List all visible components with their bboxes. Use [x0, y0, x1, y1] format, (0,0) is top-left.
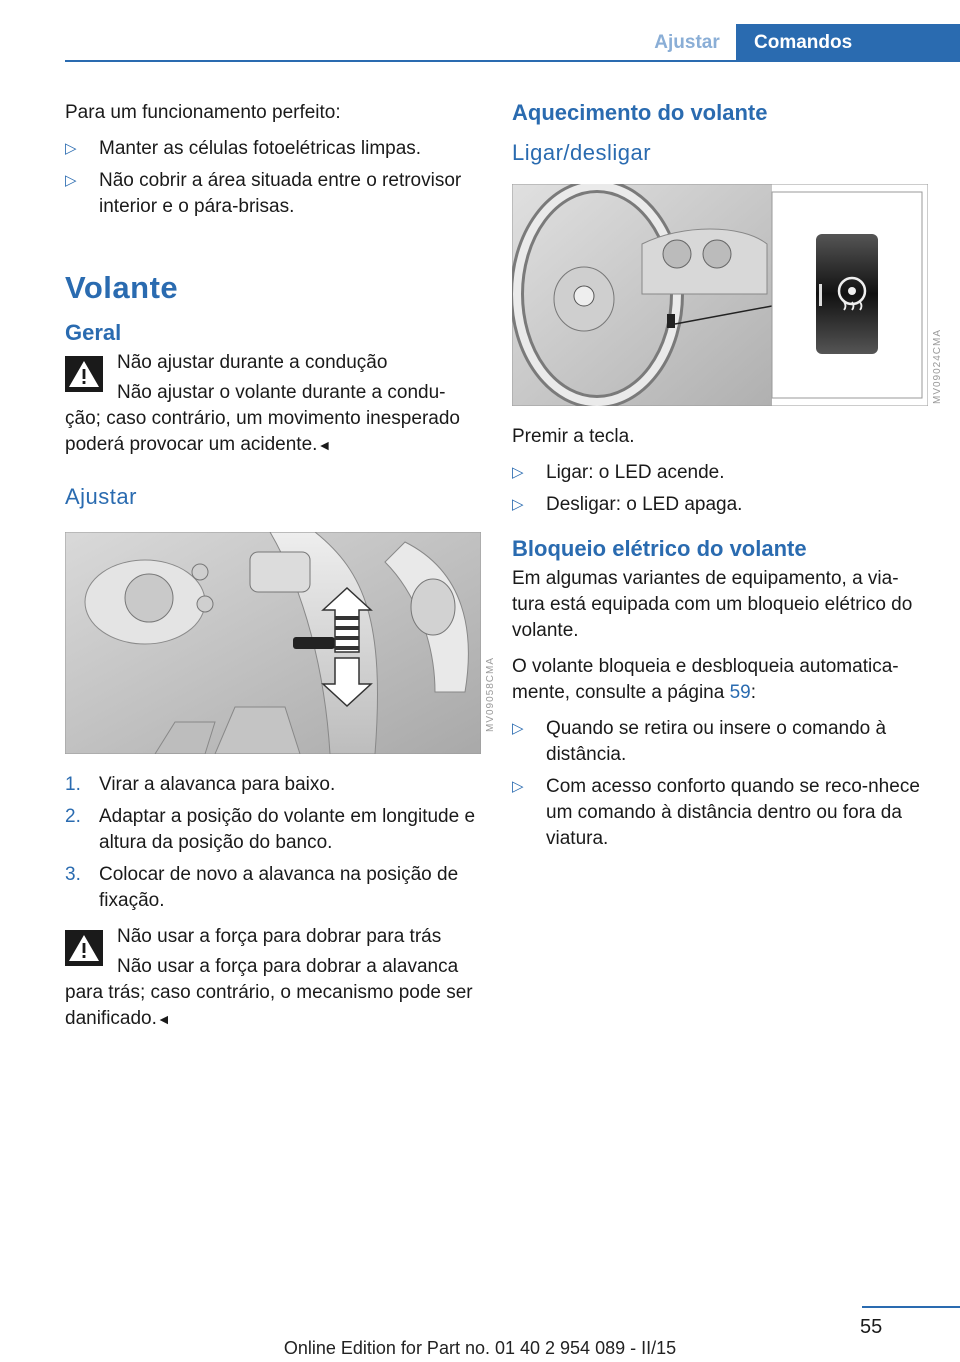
warning-block-driving [65, 350, 481, 458]
warning-triangle-icon [65, 930, 103, 966]
subsection-title-aquecimento: Aquecimento do volante [512, 100, 768, 125]
list-item: ▷ Ligar: o LED acende. [512, 460, 928, 486]
step-number: 2. [65, 806, 81, 827]
bullet-triangle-icon: ▷ [512, 464, 524, 481]
end-marker: ◄ [156, 1011, 171, 1027]
list-item: 2. Adaptar a posição do volante em longitude e altura da posição do banco. [65, 806, 476, 853]
list-item: ▷ Com acesso conforto quando se reco‐nhece um comando à distância dentro ou fora da viatura. [512, 776, 920, 849]
led-list [512, 460, 928, 518]
figure-heated-wheel [512, 184, 943, 406]
warning-block-force [65, 924, 481, 1032]
edition-text: Online Edition for Part no. 01 40 2 954 089 - II/15 [283, 1338, 677, 1358]
subsubsection-title-ligar: Ligar/desligar [512, 140, 652, 165]
page-number: 55 [860, 1316, 883, 1338]
list-item: ▷ Quando se retira ou insere o comando à distância. [512, 718, 887, 765]
step-number: 1. [65, 774, 81, 795]
list-item: 3. Colocar de novo a alavanca na posição de fixação. [65, 864, 459, 911]
image-code: MV09024CMA [932, 328, 943, 404]
bullet-triangle-icon: ▷ [65, 172, 77, 189]
footer-rule [862, 1306, 960, 1308]
end-marker: ◄ [317, 437, 332, 453]
heated-wheel-illustration [512, 184, 928, 406]
header-tab-comandos[interactable]: Comandos [736, 24, 960, 62]
premir-text: Premir a tecla. [512, 426, 635, 447]
steps-list [65, 772, 481, 914]
warning-text: Não ajustar o volante durante a condu‐ção; caso contrário, um movimento inesperado poderá provocar um acidente.◄ [65, 382, 460, 455]
figure-steering-lever [65, 532, 496, 754]
section-title-volante: Volante [65, 270, 179, 305]
subsection-title-geral: Geral [65, 320, 122, 345]
warning-title: Não usar a força para dobrar para trás [117, 926, 442, 947]
bullet-triangle-icon: ▷ [65, 140, 77, 157]
subsection-title-ajustar: Ajustar [65, 484, 137, 509]
list-item: ▷ Manter as células fotoelétricas limpas. [65, 136, 481, 162]
header-tab-ajustar[interactable]: Ajustar [640, 24, 734, 62]
bullet-triangle-icon: ▷ [512, 496, 524, 513]
right-column [512, 100, 943, 862]
subsection-title-bloqueio: Bloqueio elétrico do volante [512, 536, 807, 561]
image-code: MV09058CMA [485, 656, 496, 732]
list-item: ▷ Desligar: o LED apaga. [512, 492, 928, 518]
list-item: ▷ Não cobrir a área situada entre o retrovisor interior e o pára-brisas. [65, 170, 462, 217]
warning-text: Não usar a força para dobrar a alavanca para trás; caso contrário, o mecanismo pode ser danificado.◄ [65, 956, 473, 1029]
list-item: 1. Virar a alavanca para baixo. [65, 772, 481, 798]
bloqueio-list [512, 716, 928, 852]
page-link[interactable]: 59 [729, 682, 751, 703]
header-rule [65, 60, 960, 62]
left-column [65, 100, 496, 1044]
step-number: 3. [65, 864, 81, 885]
warning-title: Não ajustar durante a condução [117, 352, 388, 373]
bloqueio-paragraph-1: Em algumas variantes de equipamento, a via‐tura está equipada com um bloqueio elétrico do volante. [512, 568, 913, 641]
intro-text: Para um funcionamento perfeito: [65, 102, 341, 123]
bloqueio-paragraph-2: O volante bloqueia e desbloqueia automatica‐mente, consulte a página 59: [512, 656, 899, 703]
bullet-triangle-icon: ▷ [512, 778, 524, 795]
intro-list [65, 136, 481, 220]
steering-lever-illustration [65, 532, 481, 754]
bullet-triangle-icon: ▷ [512, 720, 524, 737]
warning-triangle-icon [65, 356, 103, 392]
